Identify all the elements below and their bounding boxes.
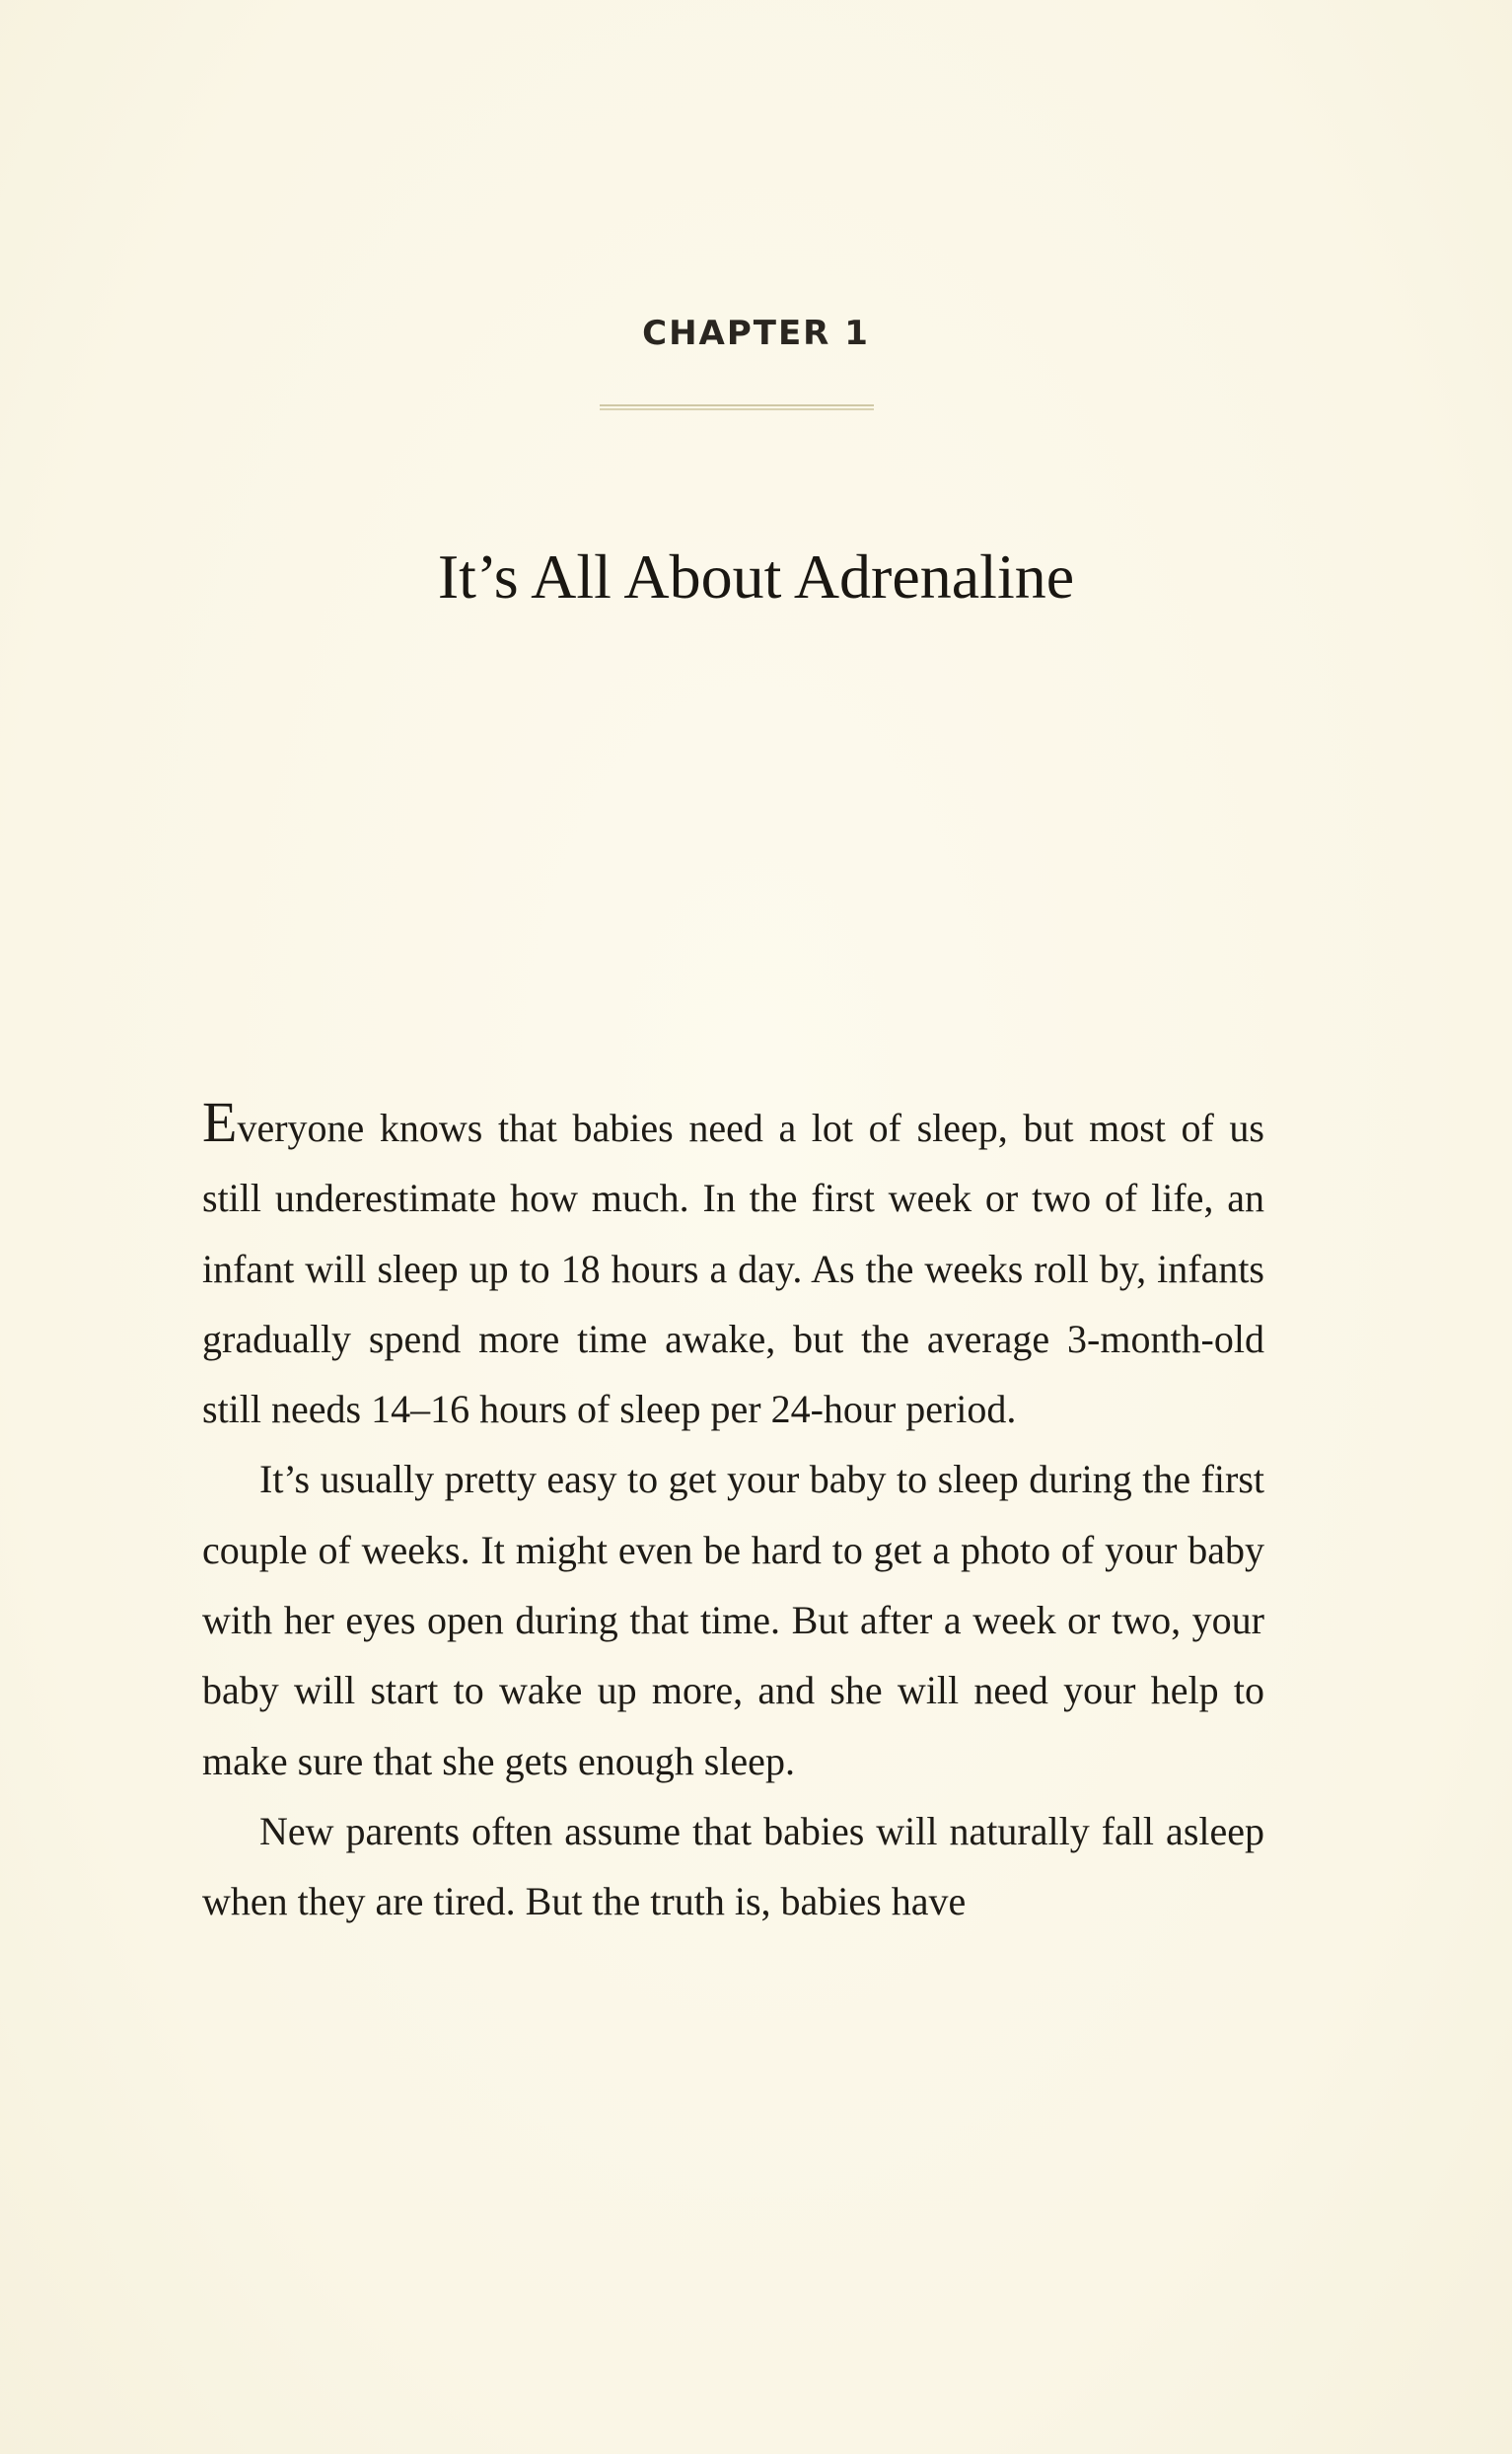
initial-letter: E xyxy=(202,1090,238,1154)
paragraph-3: New parents often assume that babies will naturally fall asleep when they are tired. But the truth is, babies have xyxy=(202,1808,1264,1924)
chapter-body xyxy=(202,1090,1264,1937)
paragraph-1 xyxy=(202,1090,1264,1444)
chapter-label: CHAPTER 1 xyxy=(642,314,870,353)
chapter-title: It’s All About Adrenaline xyxy=(437,541,1075,612)
chapter-divider xyxy=(600,404,874,410)
paragraph-1-text: veryone knows that babies need a lot of sleep, but most of us still underestimate how much. In the first week or two of life, an infant will sleep up to 18 hours a day. As the weeks roll by, infants gradually spend more time awake, but the average 3-month-old still needs 14–16 hours of sleep per 24-hour period. xyxy=(202,1106,1264,1432)
paragraph-2: It’s usually pretty easy to get your baby to sleep during the first couple of weeks. It might even be hard to get a photo of your baby with her eyes open during that time. But after a week or two, your baby will start to wake up more, and she will need your help to make sure that she gets enough sleep. xyxy=(202,1457,1264,1783)
